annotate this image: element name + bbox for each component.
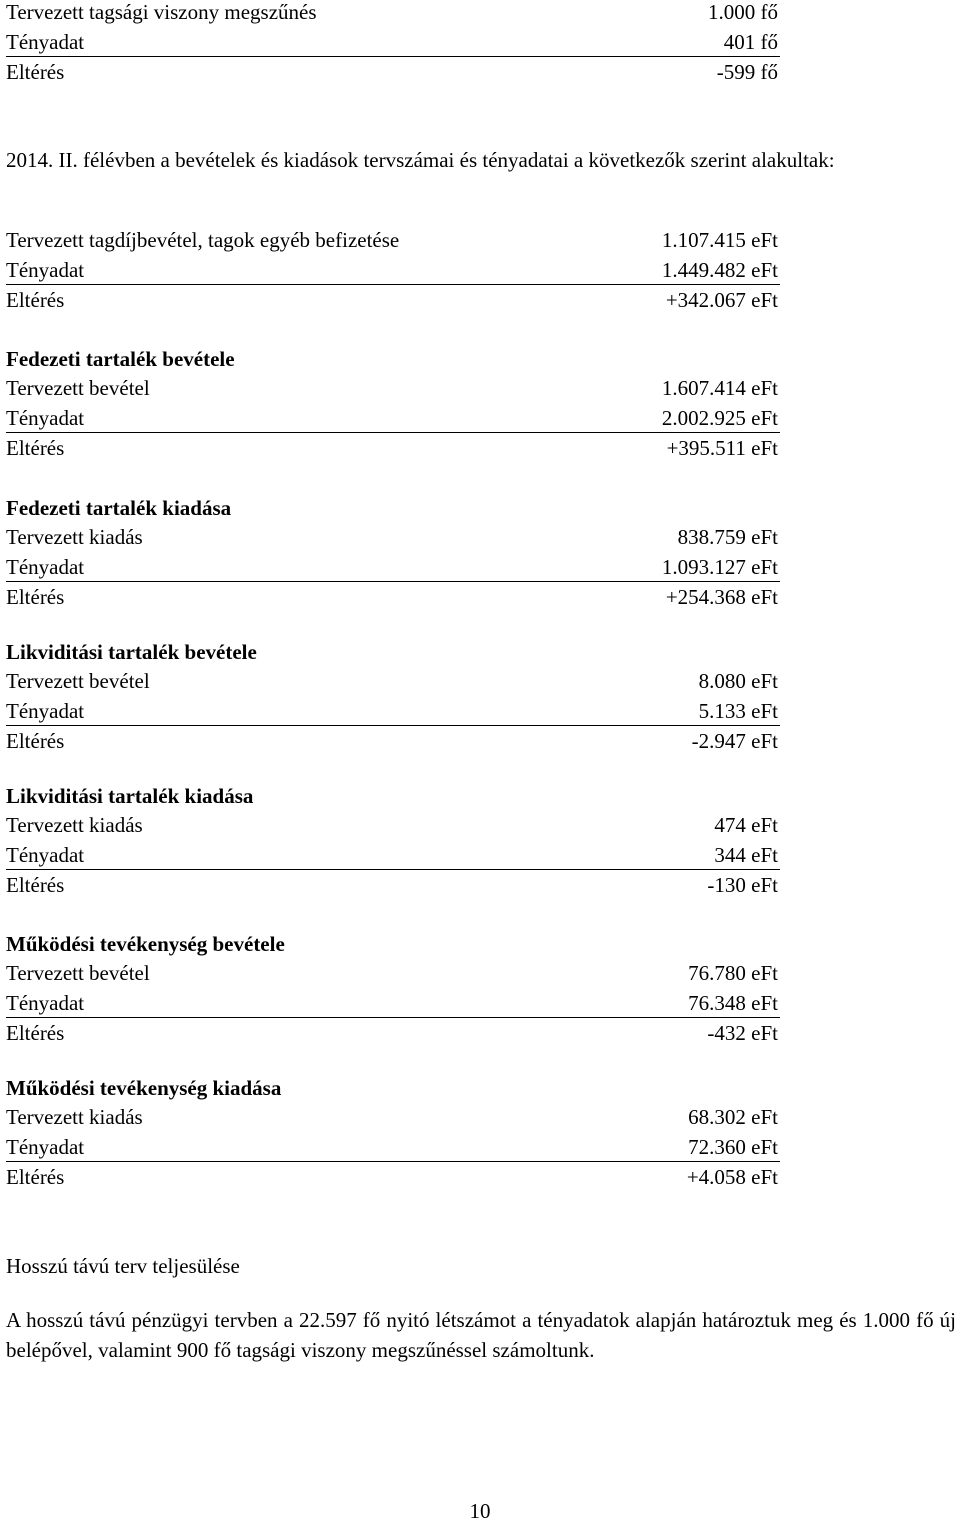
section-planned-row: [6, 1102, 780, 1132]
row-value: 8.080 eFt: [698, 669, 778, 693]
row-label: Eltérés: [6, 729, 65, 753]
row-label: Tényadat: [6, 843, 85, 867]
row-label: Tervezett bevétel: [6, 669, 150, 693]
row-label: Eltérés: [6, 436, 65, 460]
section-actual-row: [6, 1132, 780, 1162]
row-value: -130 eFt: [707, 873, 778, 897]
row-label: Tényadat: [6, 406, 85, 430]
row-label: Tényadat: [6, 30, 85, 54]
section-title: Működési tevékenység kiadása: [6, 1076, 282, 1100]
section-planned-row: [6, 373, 780, 403]
row-value: 401 fő: [723, 30, 778, 54]
section-actual-row: [6, 988, 780, 1018]
row-value: 474 eFt: [714, 813, 778, 837]
row-value: 2.002.925 eFt: [661, 406, 778, 430]
row-value: 5.133 eFt: [698, 699, 778, 723]
row-value: 1.607.414 eFt: [661, 376, 778, 400]
membership-diff-row: [6, 57, 780, 87]
row-label: Tervezett bevétel: [6, 961, 150, 985]
section-diff-row: [6, 870, 780, 900]
row-value: +4.058 eFt: [686, 1165, 778, 1189]
row-value: -432 eFt: [707, 1021, 778, 1045]
row-label: Tényadat: [6, 991, 85, 1015]
dues-actual-row: [6, 255, 780, 285]
section-title: Likviditási tartalék kiadása: [6, 784, 254, 808]
row-label: Tényadat: [6, 258, 85, 282]
section-diff-row: [6, 582, 780, 612]
row-value: 344 eFt: [714, 843, 778, 867]
section-planned-row: [6, 666, 780, 696]
row-value: 1.449.482 eFt: [661, 258, 778, 282]
row-label: Tervezett kiadás: [6, 813, 143, 837]
row-value: -2.947 eFt: [691, 729, 778, 753]
section-actual-row: [6, 552, 780, 582]
row-label: Eltérés: [6, 873, 65, 897]
intro-paragraph: 2014. II. félévben a bevételek és kiadások tervszámai és tényadatai a következők szerint alakultak:: [6, 148, 835, 172]
row-label: Tervezett bevétel: [6, 376, 150, 400]
section-title: Fedezeti tartalék bevétele: [6, 347, 235, 371]
page-number: 10: [469, 1499, 491, 1523]
row-label: Tervezett tagsági viszony megszűnés: [6, 0, 317, 24]
membership-planned-row: [6, 0, 780, 27]
row-value: 1.107.415 eFt: [661, 228, 778, 252]
row-label: Tervezett kiadás: [6, 525, 143, 549]
row-label: Tervezett tagdíjbevétel, tagok egyéb befizetése: [6, 228, 400, 252]
row-value: 838.759 eFt: [677, 525, 778, 549]
row-value: 1.000 fő: [708, 0, 778, 24]
row-value: 68.302 eFt: [688, 1105, 778, 1129]
row-label: Eltérés: [6, 60, 65, 84]
section-diff-row: [6, 1018, 780, 1048]
row-value: -599 fő: [716, 60, 778, 84]
row-value: 76.348 eFt: [688, 991, 778, 1015]
row-label: Tervezett kiadás: [6, 1105, 143, 1129]
row-label: Eltérés: [6, 585, 65, 609]
section-title: Fedezeti tartalék kiadása: [6, 496, 232, 520]
section-actual-row: [6, 696, 780, 726]
row-label: Tényadat: [6, 1135, 85, 1159]
long-term-paragraph: A hosszú távú pénzügyi tervben a 22.597 fő nyitó létszámot a tényadatok alapján határoztuk meg és 1.000 fő új belépővel, valamint 900 fő tagsági viszony megszűnéssel számoltunk.: [6, 1308, 956, 1362]
row-value: +254.368 eFt: [665, 585, 778, 609]
dues-planned-row: [6, 225, 780, 255]
row-value: +395.511 eFt: [666, 436, 778, 460]
section-planned-row: [6, 958, 780, 988]
row-value: 72.360 eFt: [688, 1135, 778, 1159]
section-actual-row: [6, 403, 780, 433]
row-value: +342.067 eFt: [665, 288, 778, 312]
section-diff-row: [6, 726, 780, 756]
row-value: 76.780 eFt: [688, 961, 778, 985]
section-title: Működési tevékenység bevétele: [6, 932, 285, 956]
section-diff-row: [6, 1162, 780, 1192]
row-label: Eltérés: [6, 1021, 65, 1045]
section-actual-row: [6, 840, 780, 870]
row-label: Eltérés: [6, 288, 65, 312]
row-value: 1.093.127 eFt: [661, 555, 778, 579]
membership-actual-row: [6, 27, 780, 57]
section-planned-row: [6, 522, 780, 552]
row-label: Eltérés: [6, 1165, 65, 1189]
section-planned-row: [6, 810, 780, 840]
row-label: Tényadat: [6, 699, 85, 723]
section-diff-row: [6, 433, 780, 463]
row-label: Tényadat: [6, 555, 85, 579]
dues-diff-row: [6, 285, 780, 315]
long-term-heading: Hosszú távú terv teljesülése: [6, 1254, 240, 1278]
section-title: Likviditási tartalék bevétele: [6, 640, 257, 664]
